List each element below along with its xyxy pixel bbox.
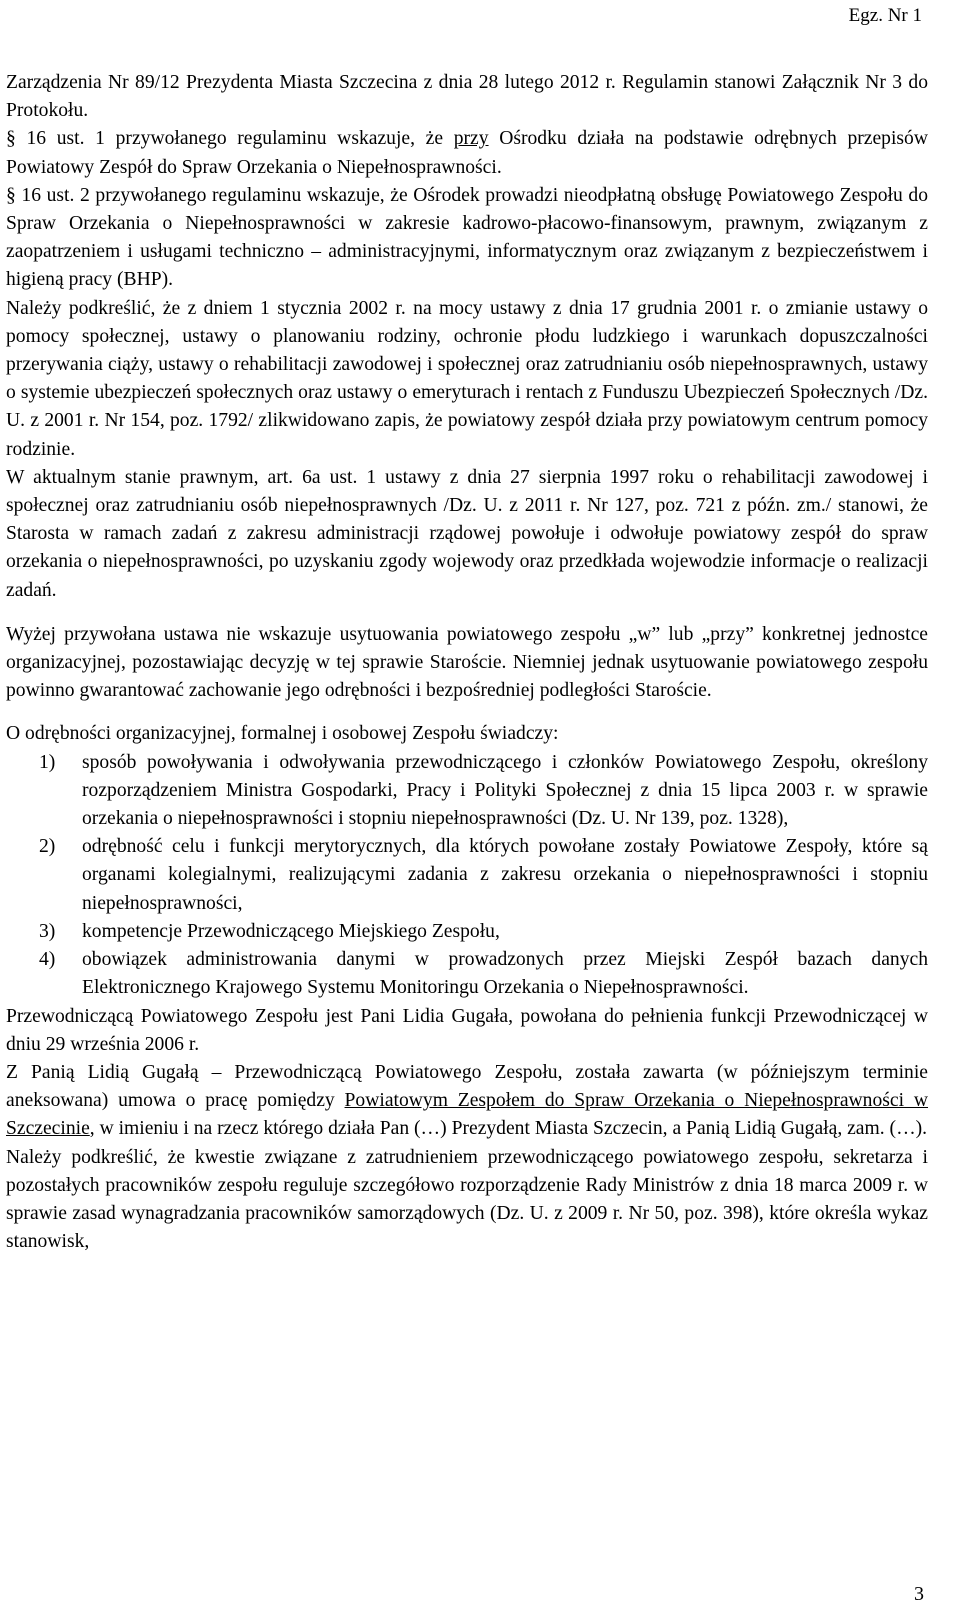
- paragraph-section-16-ust-1: [6, 125, 928, 181]
- section-sign: §: [6, 184, 16, 206]
- page-number: 3: [914, 1583, 924, 1605]
- list-item-text: obowiązek administrowania danymi w prowadzonych przez Miejski Zespół bazach danych Elektronicznego Krajowego Systemu Monitoringu Orzekania o Niepełnosprawności.: [82, 949, 928, 999]
- list-item-number: 3): [39, 920, 56, 942]
- paragraph-chairperson: Przewodniczącą Powiatowego Zespołu jest Pani Lidia Gugała, powołana do pełnienia funkcji Przewodniczącej w dniu 29 września 2006 r.: [6, 1005, 928, 1055]
- copy-number-label: Egz. Nr 1: [848, 5, 922, 26]
- paragraph-regulation-reference: Zarządzenia Nr 89/12 Prezydenta Miasta Szczecina z dnia 28 lutego 2012 r. Regulamin stanowi Załącznik Nr 3 do Protokołu.: [6, 72, 928, 122]
- document-page: [6, 0, 928, 1617]
- underlined-word-przy: przy: [453, 128, 489, 150]
- paragraph-section-16-ust-2: [6, 182, 928, 295]
- list-item: [6, 918, 928, 946]
- list-item-number: 2): [39, 836, 56, 858]
- paragraph-text-part: Ośrodku działa na podstawie odrębnych przepisów Powiatowy Zespół do Spraw Orzekania o Niepełnosprawności.: [6, 128, 928, 178]
- independence-criteria-list: [6, 749, 928, 1003]
- list-item-text: sposób powoływania i odwoływania przewodniczącego i członków Powiatowego Zespołu, określony rozporządzeniem Ministra Gospodarki, Pracy i Polityki Społecznej z dnia 15 lipca 2003 r. w sprawie orzekania o niepełnosprawności i stopniu niepełnosprawności (Dz. U. Nr 139, poz. 1328),: [82, 751, 928, 830]
- list-item-text: odrębność celu i funkcji merytorycznych, dla których powołane zostały Powiatowe Zespoły, które są organami kolegialnymi, realizującymi zadania z zakresu orzekania o niepełnosprawności i stopniu niepełnosprawności,: [82, 836, 928, 914]
- paragraph-legal-change-2002: Należy podkreślić, że z dniem 1 stycznia 2002 r. na mocy ustawy z dnia 17 grudnia 2001 r. o zmianie ustawy o pomocy społecznej, ustawy o planowaniu rodziny, ochronie płodu ludzkiego i warunkach dopuszczalności przerywania ciąży, ustawy o rehabilitacji zawodowej i społecznej oraz zatrudnianiu osób niepełnosprawnych, ustawy o systemie ubezpieczeń społecznych oraz ustawy o emeryturach i rentach z Funduszu Ubezpieczeń Społecznych /Dz. U. z 2001 r. Nr 154, poz. 1792/ zlikwidowano zapis, że powiatowy zespół działa przy powiatowym centrum pomocy rodzinie.: [6, 297, 928, 460]
- paragraph-current-legal-state: W aktualnym stanie prawnym, art. 6a ust. 1 ustawy z dnia 27 sierpnia 1997 roku o rehabilitacji zawodowej i społecznej oraz zatrudnianiu osób niepełnosprawnych /Dz. U. z 2011 r. Nr 127, poz. 721 z późn. zm./ stanowi, że Starosta w ramach zadań z zakresu administracji rządowej powołuje i odwołuje powiatowy zespół do spraw orzekania o niepełnosprawności, po uzyskaniu zgody wojewody oraz przedkłada wojewodzie informacje o realizacji zadań.: [6, 466, 928, 601]
- section-sign: §: [6, 128, 16, 150]
- list-item: [6, 749, 928, 834]
- list-item-text: kompetencje Przewodniczącego Miejskiego Zespołu,: [82, 920, 500, 942]
- list-item-number: 4): [39, 949, 56, 971]
- list-item-number: 1): [39, 751, 56, 773]
- paragraph-employment-contract: [6, 1059, 928, 1144]
- paragraph-text-part: Z Panią Lidią Gugałą – Przewodniczącą Powiatowego Zespołu, została zawarta (w późniejszym terminie aneksowana) umowa o pracę pomiędzy: [6, 1061, 928, 1112]
- list-item: [6, 833, 928, 918]
- paragraph-text-part: , w imieniu i na rzecz którego działa Pan (…) Prezydent Miasta Szczecin, a Panią Lidią Gugałą, zam. (…).: [89, 1118, 928, 1140]
- paragraph-team-placement: Wyżej przywołana ustawa nie wskazuje usytuowania powiatowego zespołu „w” lub „przy” konkretnej jednostce organizacyjnej, pozostawiając decyzję w tej sprawie Staroście. Niemniej jednak usytuowanie powiatowego zespołu powinno gwarantować zachowanie jego odrębności i bezpośredniej podległości Staroście.: [6, 623, 928, 702]
- document-body: [6, 69, 928, 1256]
- underlined-employer-name: Powiatowym Zespołem do Spraw Orzekania o Niepełnosprawności w Szczecinie: [6, 1090, 929, 1140]
- paragraph-text-part: 16 ust. 2 przywołanego regulaminu wskazuje, że Ośrodek prowadzi nieodpłatną obsługę Powiatowego Zespołu do Spraw Orzekania o Niepełnosprawności w zakresie kadrowo-płacowo-finansowym, prawnym, związanym z zaopatrzeniem i usługami techniczno – administracyjnymi, informatycznym oraz związanym z bezpieczeństwem i higieną pracy (BHP).: [6, 184, 928, 291]
- paragraph-text-part: 16 ust. 1 przywołanego regulaminu wskazuje, że: [15, 128, 454, 150]
- paragraph-remuneration-regulation: Należy podkreślić, że kwestie związane z zatrudnieniem przewodniczącego powiatowego zespołu, sekretarza i pozostałych pracowników zespołu reguluje szczegółowo rozporządzenie Rady Ministrów z dnia 18 marca 2009 r. w sprawie zasad wynagradzania pracowników samorządowych (Dz. U. z 2009 r. Nr 50, poz. 398), które określa wykaz stanowisk,: [6, 1146, 928, 1253]
- paragraph-list-intro: O odrębności organizacyjnej, formalnej i osobowej Zespołu świadczy:: [6, 723, 559, 745]
- list-item: [6, 946, 928, 1002]
